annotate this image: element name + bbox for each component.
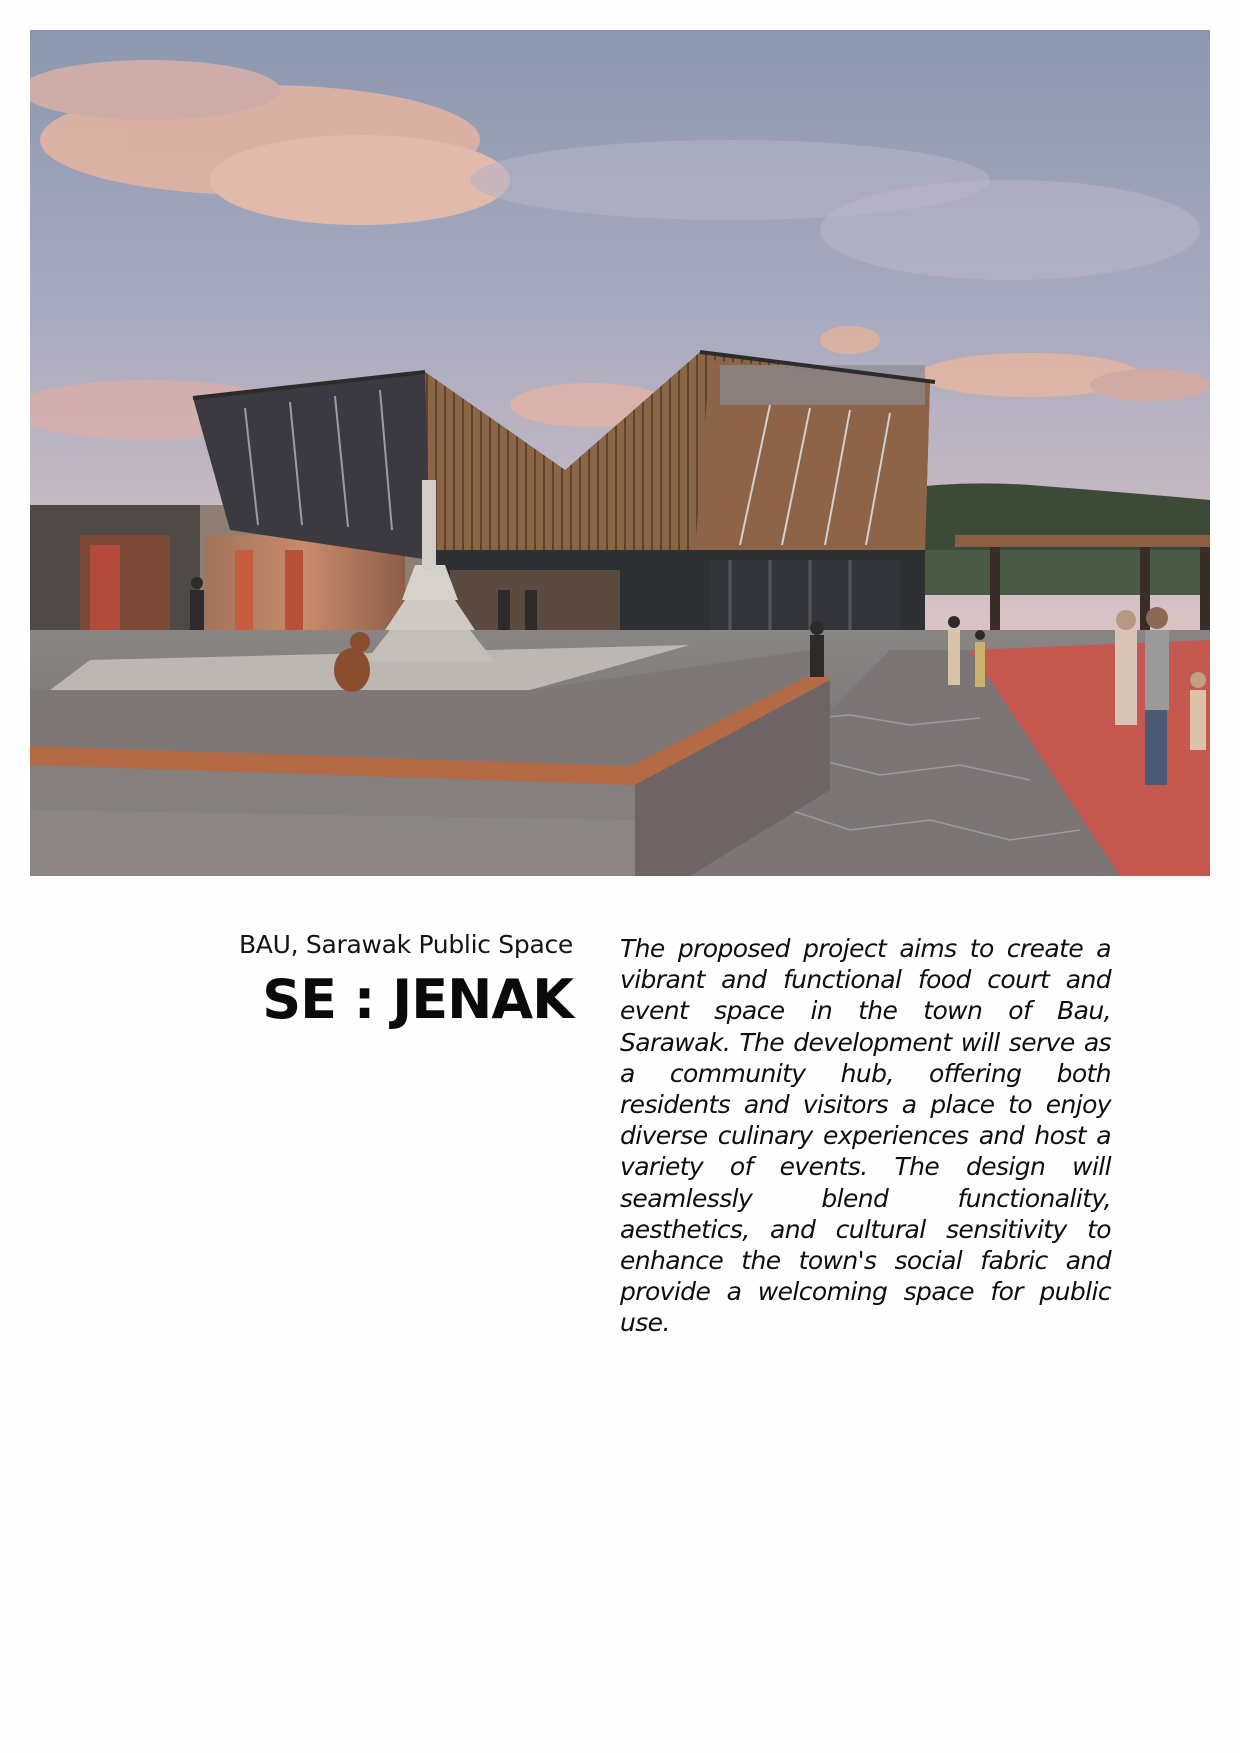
project-description: The proposed project aims to create a vibrant and functional food court and event space in the town of Bau, Sarawak. The development will serve as a community hub, offering both residents and visitors a place to enjoy diverse culinary experiences and host a variety of events. The design will seamlessly blend functionality, aesthetics, and cultural sensitivity to enhance the town's social fabric and provide a welcoming space for public use. [620, 934, 1111, 1338]
far-field [890, 550, 1210, 595]
architectural-render-image [30, 30, 1210, 876]
project-title: SE : JENAK [262, 968, 573, 1031]
project-location: BAU, Sarawak Public Space [238, 930, 573, 959]
